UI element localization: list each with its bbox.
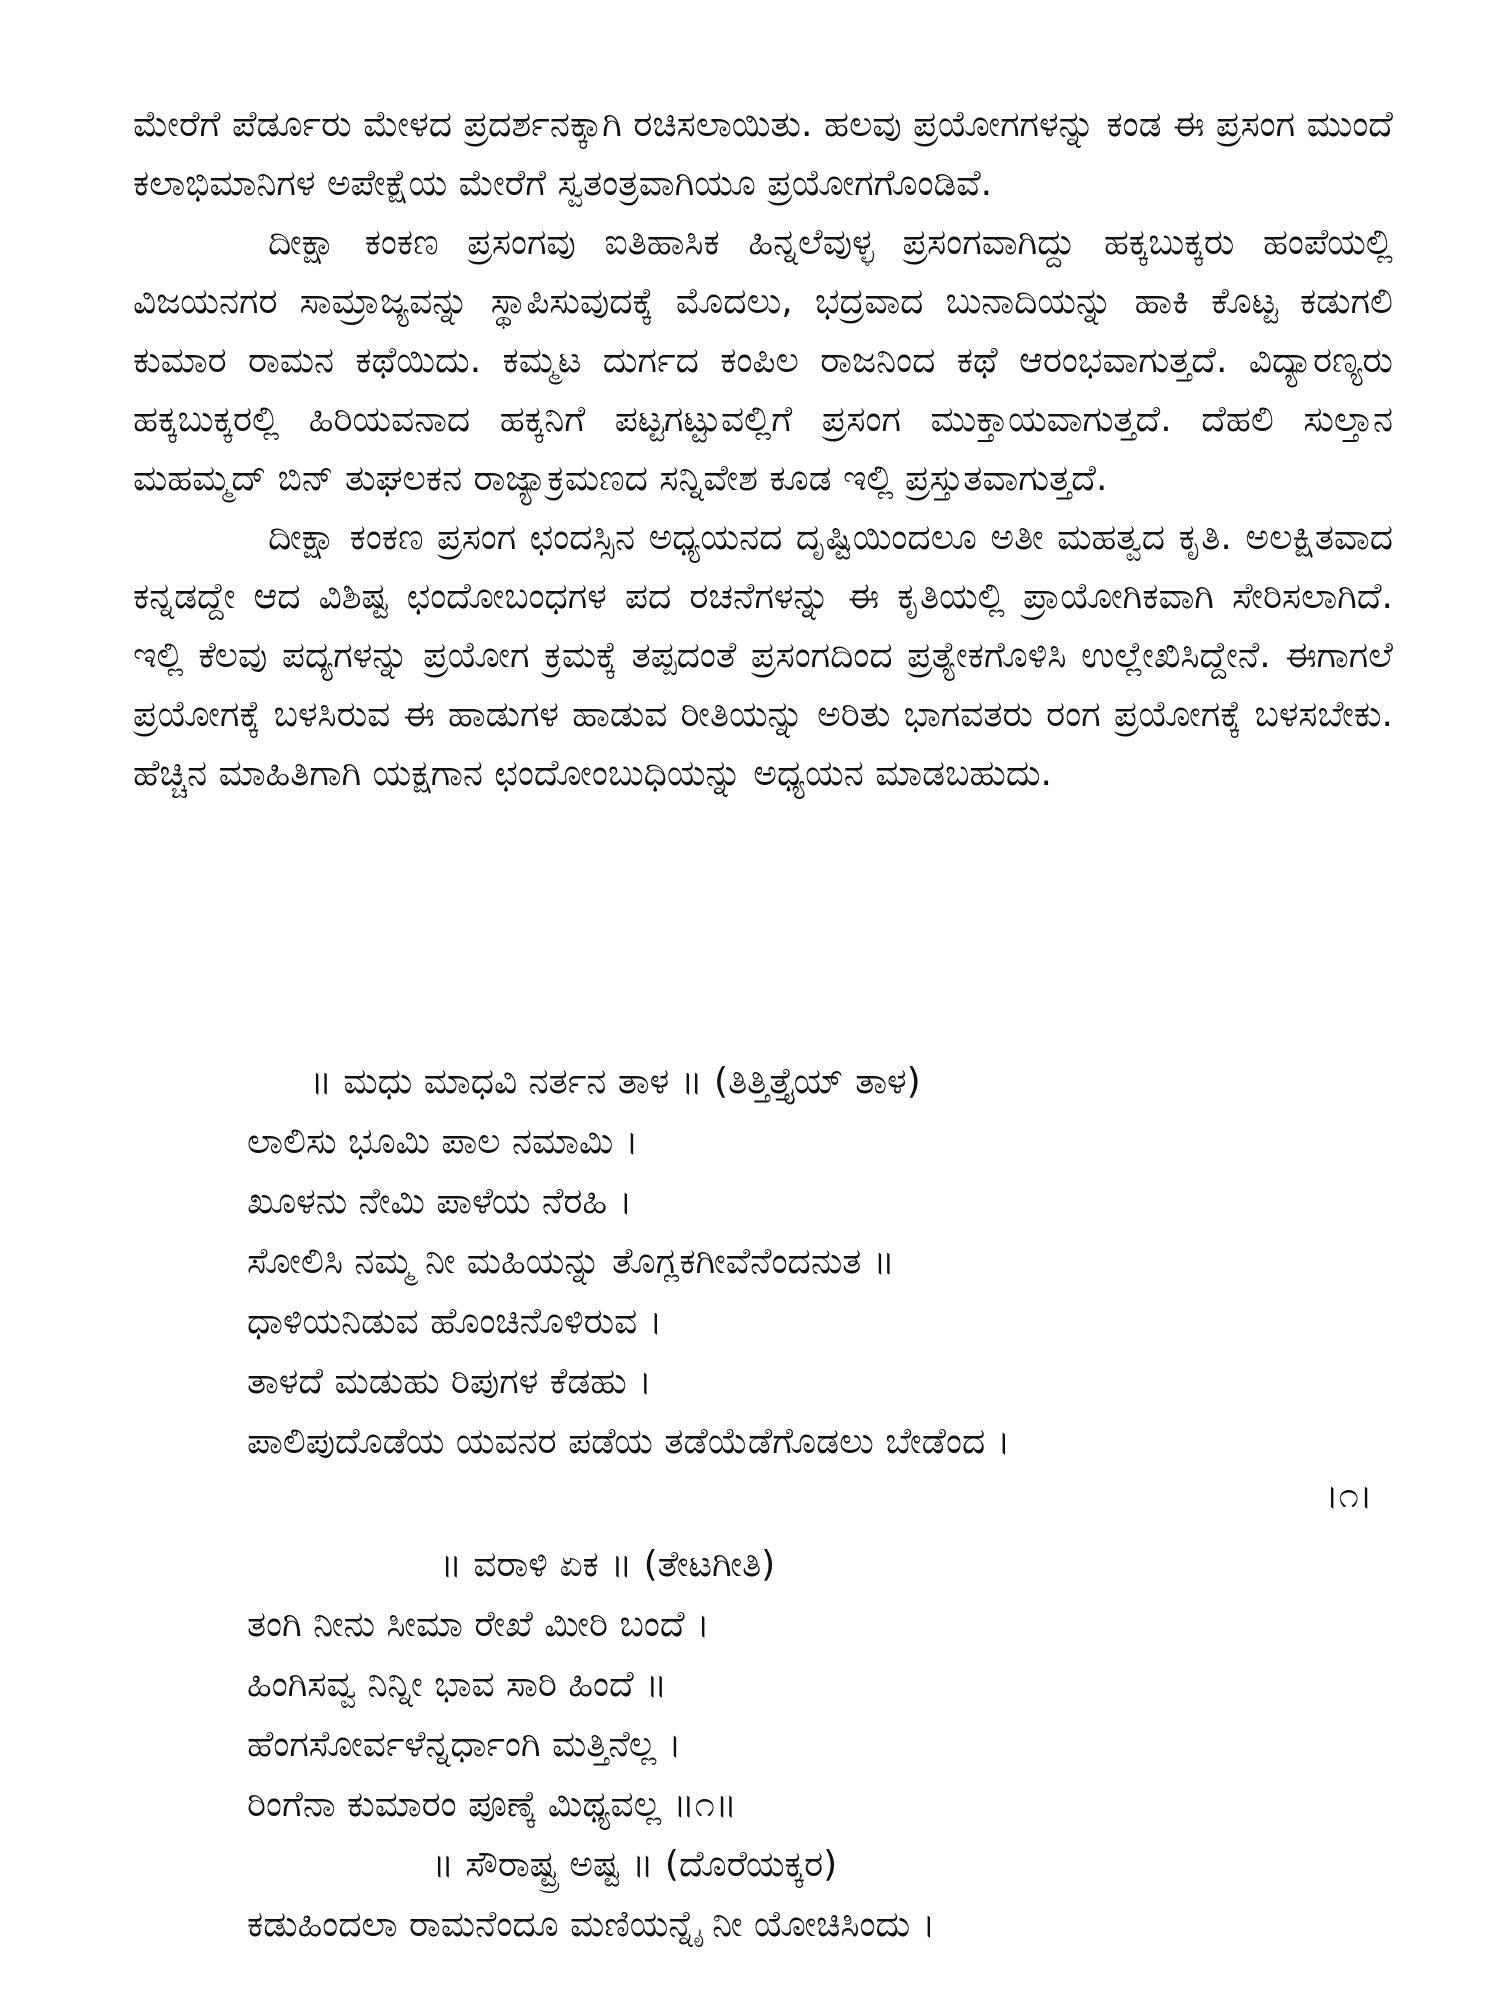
verse-1-line-6: ಪಾಲಿಪುದೊಡೆಯ ಯವನರ ಪಡೆಯ ತಡೆಯೆಡೆಗೊಡಲು ಬೇಡೆಂದ ।	[247, 1421, 1011, 1462]
paragraph-3: ದೀಕ್ಷಾ ಕಂಕಣ ಪ್ರಸಂಗ ಛಂದಸ್ಸಿನ ಅಧ್ಯಯನದ ದೃಷ್ಟಿಯಿಂದಲೂ ಅತೀ ಮಹತ್ವದ ಕೃತಿ. ಅಲಕ್ಷಿತವಾದ ಕನ್ನಡದ್ದೇ ಆದ ವಿಶಿಷ್ಟ ಛಂದೋಬಂಧಗಳ ಪದ ರಚನೆಗಳನ್ನು ಈ ಕೃತಿಯಲ್ಲಿ ಪ್ರಾಯೋಗಿಕವಾಗಿ ಸೇರಿಸಲಾಗಿದೆ. ಇಲ್ಲಿ ಕೆಲವು ಪದ್ಯಗಳನ್ನು ಪ್ರಯೋಗ ಕ್ರಮಕ್ಕೆ ತಪ್ಪದಂತೆ ಪ್ರಸಂಗದಿಂದ ಪ್ರತ್ಯೇಕಗೊಳಿಸಿ ಉಲ್ಲೇಖಿಸಿದ್ದೇನೆ. ಈಗಾಗಲೆ ಪ್ರಯೋಗಕ್ಕೆ ಬಳಸಿರುವ ಈ ಹಾಡುಗಳ ಹಾಡುವ ರೀತಿಯನ್ನು ಅರಿತು ಭಾಗವತರು ರಂಗ ಪ್ರಯೋಗಕ್ಕೆ ಬಳಸಬೇಕು. ಹೆಚ್ಚಿನ ಮಾಹಿತಿಗಾಗಿ ಯಕ್ಷಗಾನ ಛಂದೋಂಬುಧಿಯನ್ನು ಅಧ್ಯಯನ ಮಾಡಬಹುದು.	[133, 517, 1393, 794]
verse-1-line-3: ಸೋಲಿಸಿ ನಮ್ಮ ನೀ ಮಹಿಯನ್ನು ತೊಗ್ಲಕಗೀವೆನೆಂದನುತ ॥	[247, 1241, 895, 1282]
verse-1-heading: ॥ ಮಧು ಮಾಧವಿ ನರ್ತನ ತಾಳ ॥ (ತಿತ್ತಿತ್ತೈಯ್ ತಾಳ)	[310, 1061, 921, 1102]
verse-2	[0, 1535, 1500, 1835]
verse-2-line-3: ಹೆಂಗಸೋರ್ವಳೆನ್ನರ್ಧಾಂಗಿ ಮತ್ತಿನೆಲ್ಲ ।	[247, 1724, 682, 1765]
verse-1-line-4: ಧಾಳಿಯನಿಡುವ ಹೊಂಚಿನೊಳಿರುವ ।	[247, 1301, 663, 1342]
verse-2-line-2: ಹಿಂಗಿಸವ್ವ ನಿನ್ನೀ ಭಾವ ಸಾರಿ ಹಿಂದೆ ॥	[247, 1664, 668, 1705]
verse-1-line-2: ಖೂಳನು ನೇಮಿ ಪಾಳೆಯ ನೆರಹಿ ।	[247, 1181, 633, 1222]
paragraph-2: ದೀಕ್ಷಾ ಕಂಕಣ ಪ್ರಸಂಗವು ಐತಿಹಾಸಿಕ ಹಿನ್ನಲೆವುಳ್ಳ ಪ್ರಸಂಗವಾಗಿದ್ದು ಹಕ್ಕಬುಕ್ಕರು ಹಂಪೆಯಲ್ಲಿ ವಿಜಯನಗರ ಸಾಮ್ರಾಜ್ಯವನ್ನು ಸ್ಥಾಪಿಸುವುದಕ್ಕೆ ಮೊದಲು, ಭದ್ರವಾದ ಬುನಾದಿಯನ್ನು ಹಾಕಿ ಕೊಟ್ಟ ಕಡುಗಲಿ ಕುಮಾರ ರಾಮನ ಕಥೆಯಿದು. ಕಮ್ಮಟ ದುರ್ಗದ ಕಂಪಿಲ ರಾಜನಿಂದ ಕಥೆ ಆರಂಭವಾಗುತ್ತದೆ. ವಿದ್ಯಾರಣ್ಯರು ಹಕ್ಕಬುಕ್ಕರಲ್ಲಿ ಹಿರಿಯವನಾದ ಹಕ್ಕನಿಗೆ ಪಟ್ಟಗಟ್ಟುವಲ್ಲಿಗೆ ಪ್ರಸಂಗ ಮುಕ್ತಾಯವಾಗುತ್ತದೆ. ದೆಹಲಿ ಸುಲ್ತಾನ ಮಹಮ್ಮದ್ ಬಿನ್ ತುಘಲಕನ ರಾಜ್ಯಾಕ್ರಮಣದ ಸನ್ನಿವೇಶ ಕೂಡ ಇಲ್ಲಿ ಪ್ರಸ್ತುತವಾಗುತ್ತದೆ.	[133, 222, 1393, 499]
verse-1-line-1: ಲಾಲಿಸು ಭೂಮಿ ಪಾಲ ನಮಾಮಿ ।	[247, 1121, 639, 1162]
verse-3	[0, 1835, 1500, 1955]
prose-section	[133, 95, 1393, 803]
verse-2-line-4: ರಿಂಗೆನಾ ಕುಮಾರಂ ಪೂಣ್ಕೆ ಮಿಥ್ಯವಲ್ಲ ॥೧॥	[247, 1784, 737, 1825]
verse-3-heading: ॥ ಸೌರಾಷ್ಟ್ರ ಅಷ್ಟ ॥ (ದೊರೆಯಕ್ಕರ)	[432, 1844, 838, 1885]
verse-1-line-5: ತಾಳದೆ ಮಡುಹು ರಿಪುಗಳ ಕೆಡಹು ।	[247, 1361, 652, 1402]
verse-2-line-1: ತಂಗಿ ನೀನು ಸೀಮಾ ರೇಖೆ ಮೀರಿ ಬಂದೆ ।	[247, 1604, 710, 1645]
verse-1	[0, 1052, 1500, 1472]
verse-3-line-1: ಕಡುಹಿಂದಲಾ ರಾಮನೆಂದೂ ಮಣಿಯನ್ನೈ ನೀ ಯೋಚಿಸಿಂದು ।	[247, 1904, 936, 1945]
paragraph-1: ಮೇರೆಗೆ ಪೆರ್ಡೂರು ಮೇಳದ ಪ್ರದರ್ಶನಕ್ಕಾಗಿ ರಚಿಸಲಾಯಿತು. ಹಲವು ಪ್ರಯೋಗಗಳನ್ನು ಕಂಡ ಈ ಪ್ರಸಂಗ ಮುಂದೆ ಕಲಾಭಿಮಾನಿಗಳ ಅಪೇಕ್ಷೆಯ ಮೇರೆಗೆ ಸ್ವತಂತ್ರವಾಗಿಯೂ ಪ್ರಯೋಗಗೊಂಡಿವೆ.	[133, 104, 1393, 204]
verse-2-heading: ॥ ವರಾಳಿ ಏಕ ॥ (ತೇಟಗೀತಿ)	[440, 1544, 776, 1585]
verse-1-number: ।೧।	[1325, 1475, 1373, 1516]
